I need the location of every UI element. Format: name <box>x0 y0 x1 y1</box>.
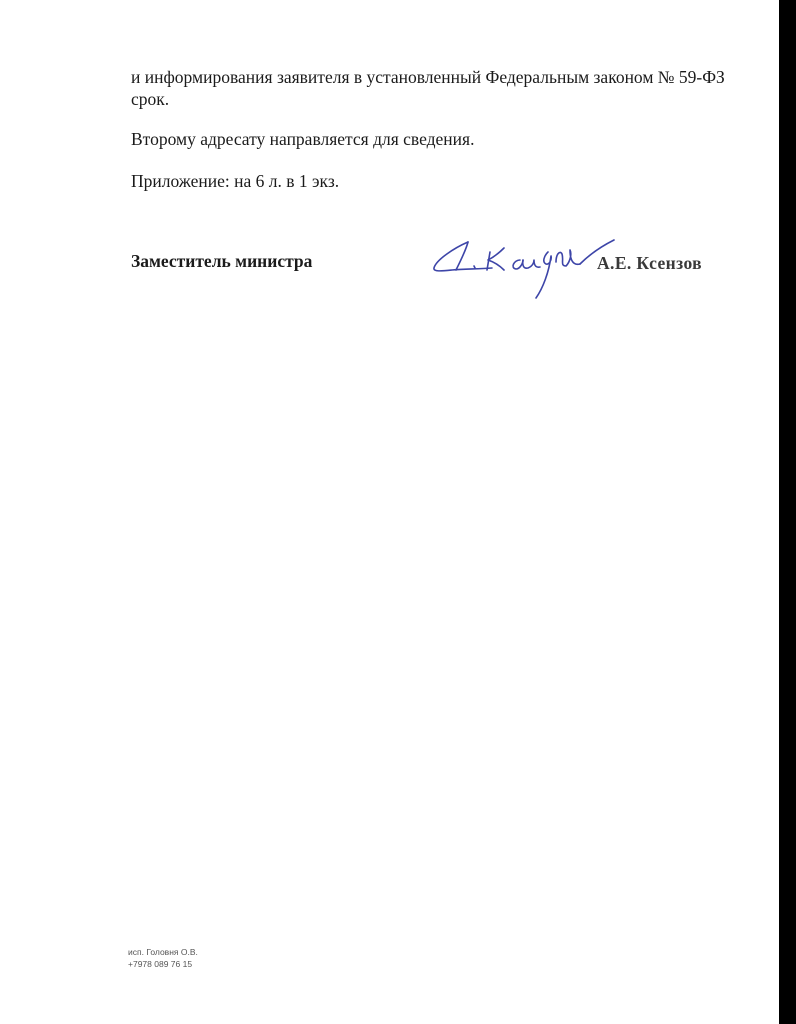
paragraph-1-line-2: срок. <box>131 89 170 109</box>
signer-name: А.Е. Ксензов <box>597 253 703 273</box>
attachment-note: Приложение: на 6 л. в 1 экз. <box>131 171 340 191</box>
signer-position: Заместитель министра <box>131 251 313 271</box>
executor-name: исп. Головня О.В. <box>128 947 198 957</box>
viewer-edge-strip <box>779 0 796 1024</box>
executor-phone: +7978 089 76 15 <box>128 959 193 969</box>
paragraph-1-line-1: и информирования заявителя в установленный Федеральным законом № 59-ФЗ <box>131 67 725 87</box>
paragraph-2: Второму адресату направляется для сведения. <box>131 129 475 149</box>
signature-strokes <box>434 240 614 298</box>
handwritten-signature <box>430 232 620 304</box>
